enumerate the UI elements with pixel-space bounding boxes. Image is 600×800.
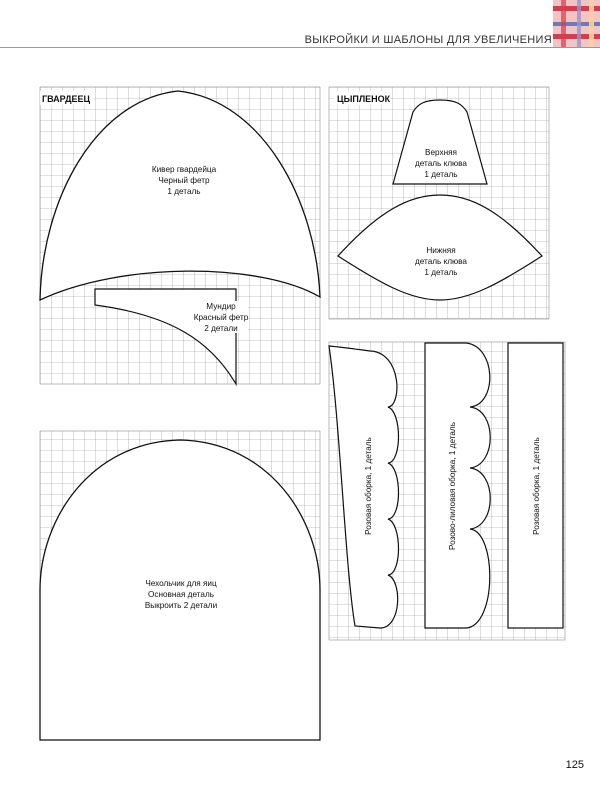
page-number: 125 (565, 759, 584, 771)
svg-text:Кивер гвардейца (152, 165, 217, 174)
upper-beak-label-3: 1 деталь (424, 170, 458, 179)
frills-panel (329, 342, 565, 640)
svg-text:Выкроить 2 детали (145, 601, 217, 610)
pink-scalloped-frill-label: Розовая оборка, 1 деталь (364, 437, 373, 535)
svg-text:Верхняя (425, 148, 457, 157)
egg-cover-label-2: Основная деталь (148, 590, 214, 599)
lower-beak-label-3: 1 деталь (424, 268, 458, 277)
upper-beak-label-1: Верхняя (425, 148, 457, 157)
chick-panel (329, 87, 549, 319)
svg-text:Основная деталь (148, 590, 214, 599)
uniform-label-3: 2 детали (204, 324, 238, 333)
uniform-label-1: Мундир (206, 302, 236, 311)
svg-text:Чехольчик для яиц (145, 579, 217, 588)
uniform-label-2: Красный фетр (193, 313, 249, 322)
egg-cover-panel (40, 431, 320, 740)
lower-beak-label-1: Нижняя (426, 246, 456, 255)
svg-text:деталь клюва (415, 159, 467, 168)
upper-beak-label-2: деталь клюва (415, 159, 467, 168)
guardsman-title: ГВАРДЕЕЦ (42, 94, 91, 104)
guardsman-panel (40, 87, 320, 384)
lower-beak-label-2: деталь клюва (415, 257, 467, 266)
shako-label-1: Кивер гвардейца (151, 165, 217, 174)
egg-cover-label-1: Чехольчик для яиц (145, 579, 217, 588)
pink-straight-frill-label: Розовая оборка, 1 деталь (532, 437, 541, 535)
svg-text:1 деталь (424, 170, 457, 179)
svg-text:Мундир (206, 302, 236, 311)
svg-text:1 деталь (167, 187, 200, 196)
svg-text:1 деталь (424, 268, 457, 277)
svg-text:Нижняя (426, 246, 455, 255)
egg-cover-label-3: Выкроить 2 детали (144, 601, 218, 610)
lilac-scalloped-frill-outline (425, 343, 490, 628)
svg-text:Черный фетр (158, 176, 210, 185)
svg-text:2 детали (204, 324, 237, 333)
svg-text:деталь клюва (415, 257, 467, 266)
svg-text:Красный фетр (194, 313, 249, 322)
chick-title: ЦЫПЛЕНОК (337, 94, 391, 104)
lilac-scalloped-frill-label: Розово-лиловая оборка, 1 деталь (448, 422, 457, 550)
shako-label-2: Черный фетр (158, 176, 210, 185)
shako-label-3: 1 деталь (167, 187, 201, 196)
header-title: ВЫКРОЙКИ И ШАБЛОНЫ ДЛЯ УВЕЛИЧЕНИЯ (304, 34, 552, 46)
